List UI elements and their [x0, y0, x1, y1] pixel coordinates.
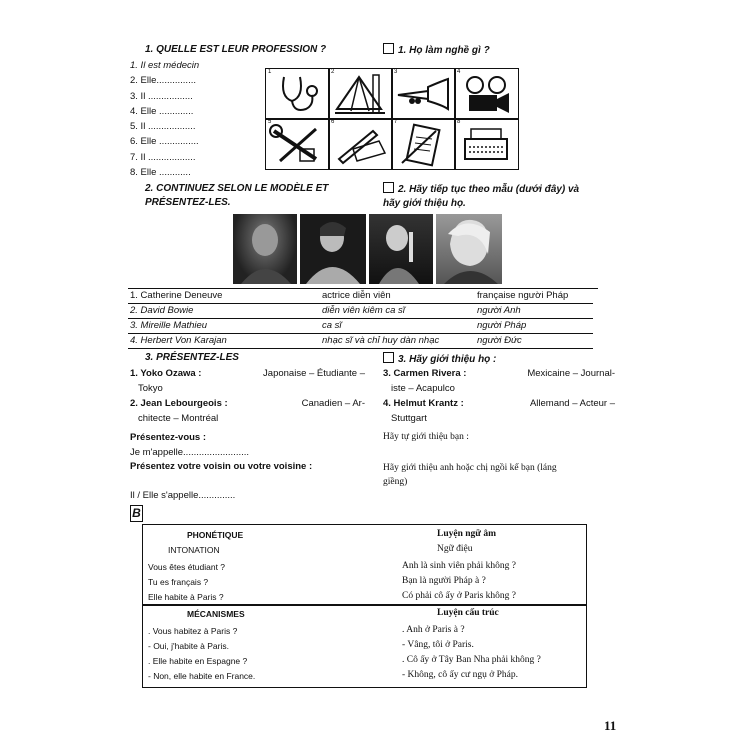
row-name: 3. Mireille Mathieu: [130, 320, 208, 331]
row-job: ca sĩ: [322, 320, 342, 331]
meca-vi-item: - Vâng, tôi ở Paris.: [402, 640, 474, 650]
grid-cell-stethoscope: 1: [265, 68, 330, 120]
s1-line: 2. Elle...............: [130, 75, 196, 87]
row-name: 1. Catherine Deneuve: [130, 290, 223, 301]
person-name: 3. Carmen Rivera :: [383, 368, 467, 379]
s1-line: 1. Il est médecin: [130, 60, 200, 71]
phon-fr-item: Tu es français ?: [148, 577, 209, 587]
presentez-vous: Présentez-vous :: [130, 432, 207, 443]
grid-cell-pen: 6: [328, 118, 393, 170]
meca-vi-item: . Cô ấy ở Tây Ban Nha phải không ?: [402, 655, 541, 665]
table-line: [128, 318, 593, 319]
row-name: 2. David Bowie: [130, 305, 194, 316]
phon-sub-vi: Ngữ điệu: [437, 544, 473, 554]
s1-line: 8. Elle ............: [130, 167, 191, 179]
person-desc: Mexicaine – Journal-: [527, 368, 615, 379]
typewriter-icon: [455, 119, 518, 169]
stethoscope-icon: [266, 69, 329, 119]
row-job: nhạc sĩ và chỉ huy dàn nhạc: [322, 335, 440, 346]
s1-title-vi-wrap: [383, 43, 490, 56]
s3-person-1: [130, 367, 365, 396]
presentez-vous-vi: Hãy tự giới thiệu bạn :: [383, 432, 469, 442]
photo-david-bowie: [300, 214, 366, 284]
person-name: 1. Yoko Ozawa :: [130, 368, 202, 379]
je-mappelle: Je m'appelle.........................: [130, 447, 250, 458]
s3-title-vi-wrap: [383, 352, 496, 365]
meca-title-vi: Luyện cấu trúc: [437, 608, 499, 618]
phon-vi-item: Có phải cô ấy ở Paris không ?: [402, 591, 516, 601]
photo-mireille-mathieu: [369, 214, 433, 284]
s1-line: 6. Elle ...............: [130, 136, 199, 148]
table-line: [128, 288, 598, 289]
s2-title-vi-line: hãy giới thiệu họ.: [383, 198, 466, 209]
person-name: 4. Helmut Krantz :: [383, 398, 464, 409]
grid-cell-trumpet: 3: [391, 68, 456, 120]
meca-fr-item: . Vous habitez à Paris ?: [148, 626, 238, 636]
s3-title-fr: 3. PRÉSENTEZ-LES: [145, 352, 239, 363]
meca-vi-item: - Không, cô ấy cư ngụ ở Pháp.: [402, 670, 518, 680]
s2-title-vi: [383, 182, 579, 211]
wrench-tools-icon: [266, 119, 329, 169]
phon-sub-fr: INTONATION: [168, 545, 220, 555]
grid-cell-drafting: 2: [328, 68, 393, 120]
person-desc-cont: chitecte – Montréal: [138, 412, 219, 424]
checkbox-icon: [383, 182, 394, 193]
table-line: [128, 303, 593, 304]
s2-title-fr-line: 2. CONTINUEZ SELON LE MODÈLE ET: [145, 183, 329, 194]
photo-catherine-deneuve: [233, 214, 297, 284]
grid-cell-typewriter: 8: [454, 118, 519, 170]
photo-herbert-von-karajan: [436, 214, 502, 284]
table-line: [128, 333, 593, 334]
grid-cell-clipboard: 7: [391, 118, 456, 170]
s1-line: 5. Il ..................: [130, 121, 196, 133]
section-b-marker: B: [130, 505, 143, 522]
table-line: [128, 348, 593, 349]
person-desc: Japonaise – Étudiante –: [263, 368, 365, 379]
voisin-vi-line: giềng): [383, 477, 408, 487]
s3-person-3: [383, 367, 615, 396]
s1-line: 4. Elle .............: [130, 105, 194, 117]
s1-line: 7. Il ..................: [130, 151, 196, 163]
row-nat: người Pháp: [477, 320, 527, 331]
grid-cell-tools: 5: [265, 118, 330, 170]
s2-title-fr: [145, 182, 328, 210]
phon-vi-list: [402, 559, 516, 604]
phon-fr-item: Elle habite à Paris ?: [148, 592, 224, 602]
row-nat: người Đức: [477, 335, 522, 346]
row-nat: người Anh: [477, 305, 521, 316]
meca-title-fr: MÉCANISMES: [187, 609, 245, 619]
phon-fr-list: [148, 560, 225, 605]
drafting-tools-icon: [329, 69, 392, 119]
person-city: Tokyo: [138, 382, 163, 394]
row-nat: française người Pháp: [477, 290, 569, 301]
s1-title-fr: 1. QUELLE EST LEUR PROFESSION ?: [145, 44, 327, 55]
s1-lines: [130, 58, 199, 180]
phon-vi-item: Bạn là người Pháp à ?: [402, 576, 486, 586]
s2-title-vi-line: 2. Hãy tiếp tục theo mẫu (dưới đây) và: [398, 184, 580, 195]
s3-person-2: [130, 397, 365, 426]
s1-line: 3. Il .................: [130, 90, 193, 102]
person-desc: Canadien – Ar-: [301, 398, 365, 409]
checkbox-icon: [383, 352, 394, 363]
row-job: diễn viên kiêm ca sĩ: [322, 305, 405, 316]
s3-title-vi: 3. Hãy giới thiệu họ :: [398, 354, 497, 365]
meca-fr-list: [148, 624, 255, 684]
clipboard-icon: [392, 119, 455, 169]
camera-film-icon: [455, 69, 518, 119]
person-desc-cont: iste – Acapulco: [391, 382, 455, 394]
row-name: 4. Herbert Von Karajan: [130, 335, 227, 346]
page-number: 11: [604, 718, 617, 733]
presentez-voisin-vi: [383, 461, 618, 489]
person-desc: Allemand – Acteur –: [529, 398, 615, 409]
phon-title-vi: Luyện ngữ âm: [437, 529, 497, 539]
person-city: Stuttgart: [391, 412, 427, 424]
trumpet-icon: [392, 69, 455, 119]
grid-cell-camera: 4: [454, 68, 519, 120]
person-name: 2. Jean Lebourgeois :: [130, 398, 228, 409]
checkbox-icon: [383, 43, 394, 54]
il-elle-sappelle: Il / Elle s'appelle..............: [130, 490, 236, 501]
pen-book-icon: [329, 119, 392, 169]
phon-title-fr: PHONÉTIQUE: [187, 530, 244, 540]
meca-vi-item: . Anh ở Paris à ?: [402, 625, 465, 635]
voisin-vi-line: Hãy giới thiệu anh hoặc chị ngồi kế bạn (láng: [383, 463, 557, 473]
s2-title-fr-line: PRÉSENTEZ-LES.: [145, 197, 231, 208]
phon-vi-item: Anh là sinh viên phải không ?: [402, 561, 516, 571]
meca-vi-list: [402, 623, 541, 683]
row-job: actrice diễn viên: [322, 290, 391, 301]
meca-fr-item: - Non, elle habite en France.: [148, 671, 256, 681]
phon-fr-item: Vous êtes étudiant ?: [148, 562, 226, 572]
meca-fr-item: . Elle habite en Espagne ?: [148, 656, 248, 666]
meca-fr-item: - Oui, j'habite à Paris.: [148, 641, 229, 651]
s3-person-4: [383, 397, 615, 426]
presentez-voisin: Présentez votre voisin ou votre voisine :: [130, 461, 313, 472]
s1-title-vi: 1. Họ làm nghề gì ?: [398, 45, 490, 56]
